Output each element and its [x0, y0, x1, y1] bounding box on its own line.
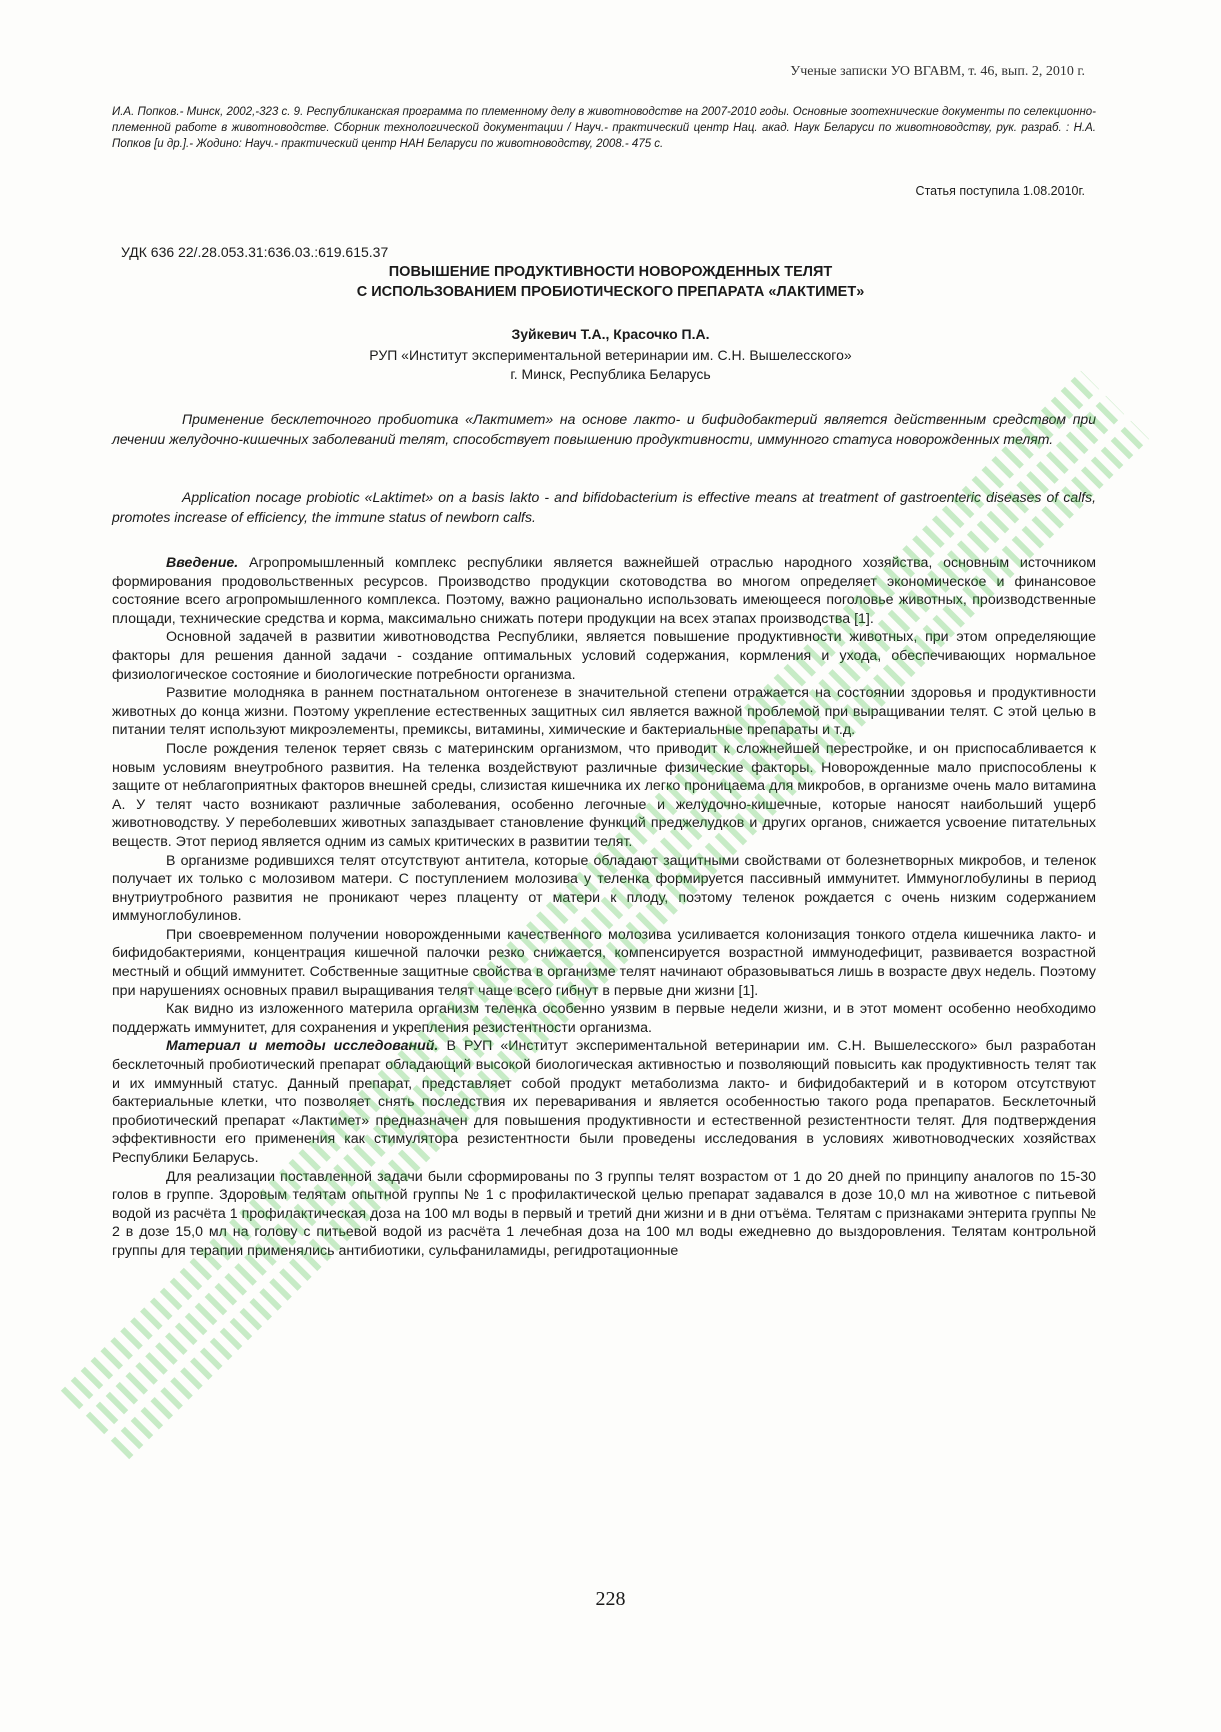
affiliation-line: г. Минск, Республика Беларусь	[510, 366, 711, 382]
paragraph: После рождения теленок теряет связь с материнским организмом, что приводит к сложнейшей перестройке, и он приспосабливается к новым условиям внеутробного развития. На теленка воздействуют различные физические факторы. Новорожденные мало приспособлены к защите от неблагоприятных факторов внешней среды, слизистая кишечника их легко проницаема для микробов, в организме очень мало витамина А. У телят часто возникают различные заболевания, особенно легочные и желудочно-кишечные, которые наносят наибольший ущерб животноводству. У переболевших животных запаздывает становление функций преджелудков и других органов, снижается усвоение питательных веществ. Этот период является одним из самых критических в развитии телят.	[112, 740, 1096, 850]
abstract-russian: Применение бесклеточного пробиотика «Лактимет» на основе лакто- и бифидобактерий является действенным средством при лечении желудочно-кишечных заболеваний телят, способствует повышению продуктивности, иммунного статуса новорожденных телят.	[112, 411, 1096, 447]
paragraph-text: В РУП «Институт экспериментальной ветеринарии им. С.Н. Вышелесского» был разработан бесклеточный пробиотический препарат обладающий высокой биологическая активностью и позволяющий повысить как продуктивность телят так и их иммунный статус. Данный препарат, представляет собой продукт метаболизма лакто- и бифидобактерий и в котором отсутствуют бактериальные клетки, что позволяет снять последствия их переваривания и является особенностью такого рода препаратов. Бесклеточный пробиотический препарат «Лактимет» предназначен для повышения продуктивности и естественной резистентности телят. Для подтверждения эффективности его применения как стимулятора резистентности были проведены исследования в условиях животноводческих хозяйствах Республики Беларусь.	[112, 1038, 1096, 1166]
paragraph-text: Агропромышленный комплекс республики является важнейшей отраслью народного хозяйства, основным источником формирования продовольственных ресурсов. Производство продукции скотоводства во многом определяет экономическое и финансовое состояние всего агропромышленного комплекса. Поэтому, важно рационально использовать имеющееся поголовье животных, производственные площади, технические средства и корма, максимально снижать потери продукции на всех этапах производства [1].	[112, 555, 1096, 627]
title-line: С ИСПОЛЬЗОВАНИЕМ ПРОБИОТИЧЕСКОГО ПРЕПАРАТА «ЛАКТИМЕТ»	[356, 284, 865, 300]
paragraph: Основной задачей в развитии животноводства Республики, является повышение продуктивности животных, при этом определяющие факторы для решения данной задачи - создание оптимальных условий содержания, кормления и ухода, обеспечивающих нормальное физиологическое состояние и биологические потребности организма.	[112, 629, 1096, 683]
paragraph-methods	[112, 1037, 1096, 1167]
paragraph: При своевременном получении новорожденными качественного молозива усиливается колонизация тонкого отдела кишечника лакто- и бифидобактериями, концентрация кишечной палочки резко снижается, компенсируется возрастной иммунодефицит, развивается возрастной местный и общий иммунитет. Собственные защитные свойства в организме телят начинают образовываться лишь в возрасте двух недель. Поэтому при нарушениях основных правил выращивания телят чаще всего гибнут в первые дни жизни [1].	[112, 926, 1096, 999]
reference-list	[112, 104, 1096, 152]
page-number: 228	[595, 1588, 626, 1610]
reference-entry: И.А. Попков.- Минск, 2002,-323 с. 9. Республиканская программа по племенному делу в животноводстве на 2007-2010 годы. Основные зоотехнические документы по селекционно-племенной работе в животноводстве. Сборник технологической документации / Науч.- практический центр Нац. акад. Наук Беларуси по животноводству, рук. разраб. : Н.А. Попков [и др.].- Жодино: Науч.- практический центр НАН Беларуси по животноводству, 2008.- 475 с.	[112, 106, 1096, 150]
paragraph-introduction	[112, 554, 1096, 628]
received-date: Статья поступила 1.08.2010г.	[915, 184, 1085, 198]
article-title	[0, 262, 1221, 302]
authors: Зуйкевич Т.А., Красочко П.А.	[511, 326, 710, 342]
title-line: ПОВЫШЕНИЕ ПРОДУКТИВНОСТИ НОВОРОЖДЕННЫХ ТЕЛЯТ	[388, 264, 833, 280]
section-heading-methods: Материал и методы исследований.	[166, 1038, 439, 1055]
paragraph: Развитие молодняка в раннем постнатальном онтогенезе в значительной степени отражается на состоянии здоровья и продуктивности животных до конца жизни. Поэтому укрепление естественных защитных сил является важной проблемой при выращивании телят. С этой целью в питании телят используют микроэлементы, премиксы, витамины, химические и бактериальные препараты и т.д.	[112, 685, 1096, 739]
paragraph: Для реализации поставленной задачи были сформированы по 3 группы телят возрастом от 1 до 20 дней по принципу аналогов по 15-30 голов в группе. Здоровым телятам опытной группы № 1 с профилактической целью препарат задавался в дозе 10,0 мл на животное с питьевой водой из расчёта 1 профилактическая доза на 100 мл воды в первый и третий дни жизни и в дни отъёма. Телятам с признаками энтерита группы № 2 в дозе 15,0 мл на голову с питьевой водой из расчёта 1 лечебная доза на 100 мл воды ежедневно до выздоровления. Телятам контрольной группы для терапии применялись антибиотики, сульфаниламиды, регидротационные	[112, 1168, 1096, 1259]
udc-code: УДК 636 22/.28.053.31:636.03.:619.615.37	[121, 244, 389, 260]
affiliation-line: РУП «Институт экспериментальной ветеринарии им. С.Н. Вышелесского»	[369, 347, 852, 363]
section-heading-introduction: Введение.	[166, 555, 239, 571]
paragraph: В организме родившихся телят отсутствуют антитела, которые обладают защитными свойствами от болезнетворных микробов, и теленок получает их только с молозивом матери. С поступлением молозива у теленка формируется пассивный иммунитет. Иммуноглобулины в период внутриутробного развития не проникают через плаценту от матери к плоду, поэтому теленок рождается с очень низким содержанием иммуноглобулинов.	[112, 852, 1096, 925]
abstract-english: Application nocage probiotic «Laktimet» on a basis lakto - and bifidobacterium is effective means at treatment of gastroenteric diseases of calfs, promotes increase of efficiency, the immune status of newborn calfs.	[112, 489, 1096, 525]
article-body	[112, 554, 1096, 1261]
paragraph: Как видно из изложенного материла организм теленка особенно уязвим в первые недели жизни, и в этот момент особенно необходимо поддержать иммунитет, для сохранения и укрепления резистентности организма.	[112, 1001, 1096, 1036]
running-head: Ученые записки УО ВГАВМ, т. 46, вып. 2, 2010 г.	[790, 64, 1085, 79]
affiliation	[0, 346, 1221, 384]
